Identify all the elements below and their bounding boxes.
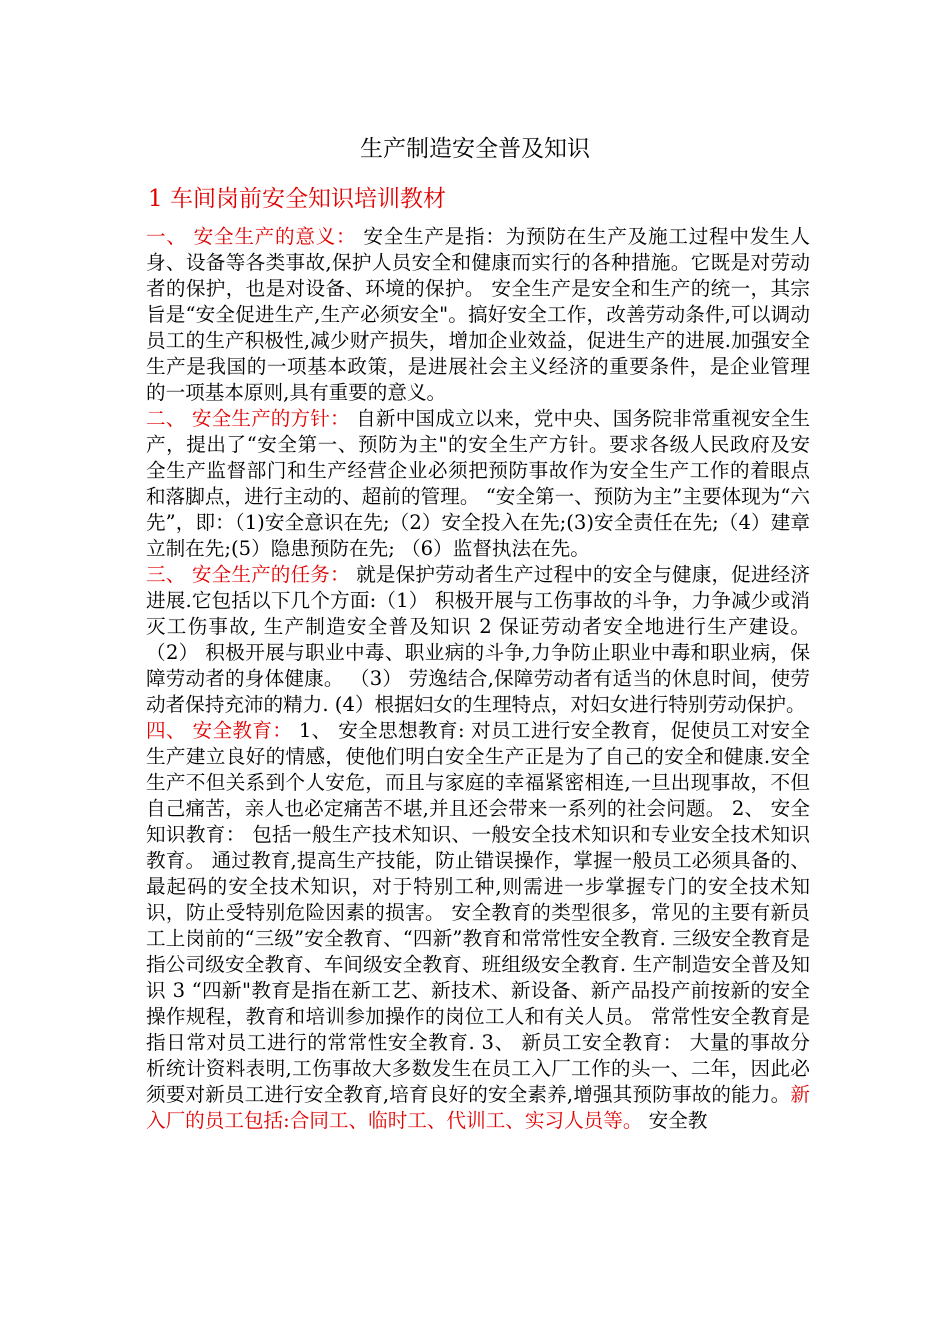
heading-policy: 二、 安全生产的方针：	[146, 407, 350, 430]
paragraph-significance	[146, 224, 810, 406]
heading-significance: 一、 安全生产的意义：	[146, 225, 357, 248]
paragraph-education	[146, 718, 810, 1134]
document-title: 生产制造安全普及知识	[360, 136, 590, 162]
text-new-employees: 新入厂的员工包括:合同工、临时工、代训工、实习人员等。	[146, 1083, 810, 1132]
text-tasks: 就是保护劳动者生产过程中的安全与健康，促进经济进展.它包括以下几个方面:（1） 积极开展与工伤事故的斗争，力争减少或消灭工伤事故, 生产制造安全普及知识 2 保证劳动者安全地进行生产建设。 （2） 积极开展与职业中毒、职业病的斗争,力争防止职业中毒和职业病，保障劳动者的身体健康。 （3） 劳逸结合,保障劳动者有适当的休息时间，使劳动者保持充沛的精力. (4）根据妇女的生理特点，对妇女进行特别劳动保护。	[146, 563, 810, 716]
paragraph-tasks	[146, 562, 810, 718]
text-education-tail: 安全教	[642, 1109, 708, 1132]
section-subtitle: 1 车间岗前安全知识培训教材	[148, 186, 446, 212]
text-significance: 安全生产是指：为预防在生产及施工过程中发生人身、设备等各类事故,保护人员安全和健康而实行的各种措施。它既是对劳动者的保护，也是对设备、环境的保护。 安全生产是安全和生产的统一，其宗旨是“安全促进生产,生产必须安全"。搞好安全工作，改善劳动条件,可以调动员工的生产积极性,减少财产损失，增加企业效益，促进生产的进展.加强安全生产是我国的一项基本政策，是进展社会主义经济的重要条件，是企业管理的一项基本原则,具有重要的意义。	[146, 225, 810, 404]
heading-tasks: 三、 安全生产的任务：	[146, 563, 350, 586]
text-education: 1、 安全思想教育: 对员工进行安全教育，促使员工对安全生产建立良好的情感，使他们明白安全生产正是为了自己的安全和健康.安全生产不但关系到个人安危，而且与家庭的幸福紧密相连,一旦出现事故，不但自己痛苦，亲人也必定痛苦不堪,并且还会带来一系列的社会问题。 2、 安全知识教育： 包括一般生产技术知识、一般安全技术知识和专业安全技术知识教育。 通过教育,提高生产技能，防止错误操作，掌握一般员工必须具备的、最起码的安全技术知识，对于特别工种,则需进一步掌握专门的安全技术知识，防止受特别危险因素的损害。 安全教育的类型很多，常见的主要有新员工上岗前的“三级”安全教育、“四新”教育和常常性安全教育. 三级安全教育是指公司级安全教育、车间级安全教育、班组级安全教育. 生产制造安全普及知识 3 “四新"教育是指在新工艺、新技术、新设备、新产品投产前按新的安全操作规程，教育和培训参加操作的岗位工人和有关人员。 常常性安全教育是指日常对员工进行的常常性安全教育. 3、 新员工安全教育： 大量的事故分析统计资料表明,工伤事故大多数发生在员工入厂工作的头一、二年，因此必须要对新员工进行安全教育,培育良好的安全素养,增强其预防事故的能力。	[146, 719, 810, 1106]
paragraph-policy	[146, 406, 810, 562]
document-body	[146, 224, 810, 1134]
text-policy: 自新中国成立以来，党中央、国务院非常重视安全生产，提出了“安全第一、预防为主"的安全生产方针。要求各级人民政府及安全生产监督部门和生产经营企业必须把预防事故作为安全生产工作的着眼点和落脚点，进行主动的、超前的管理。 “安全第一、预防为主”主要体现为“六先”，即：（1)安全意识在先;（2）安全投入在先;(3)安全责任在先;（4）建章立制在先;(5）隐患预防在先; （6）监督执法在先。	[146, 407, 810, 560]
heading-education: 四、 安全教育：	[146, 719, 293, 742]
